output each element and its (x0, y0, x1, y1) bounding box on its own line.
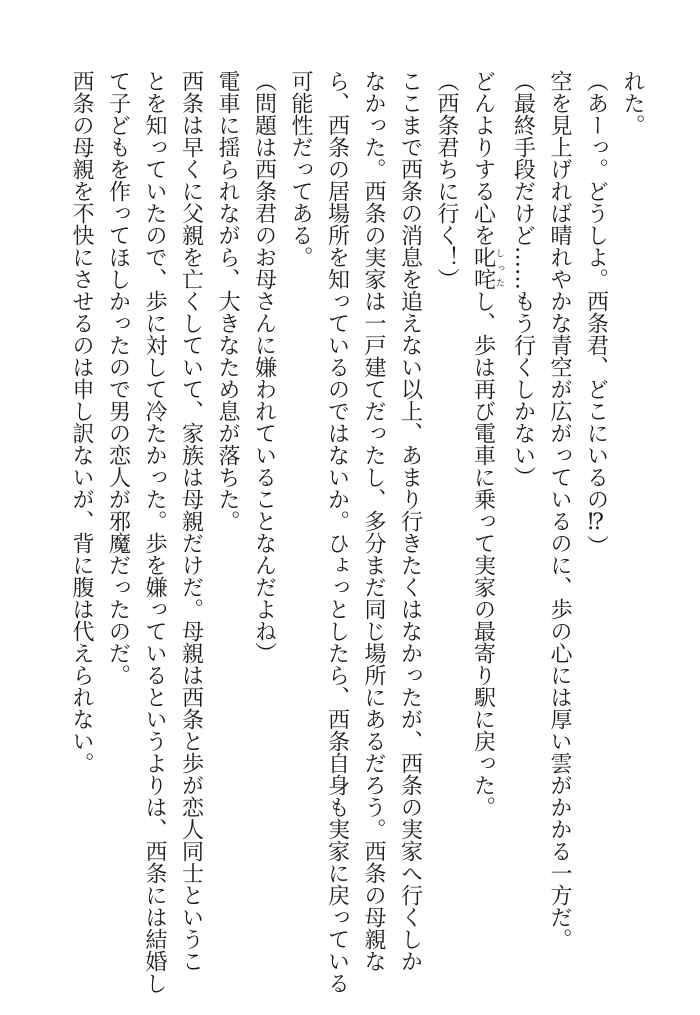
text-column-14: とを知っていたので、歩に対して冷たかった。歩を嫌っているというよりは、西条には結婚し (142, 70, 167, 994)
text-column-2: （あーっ。どうしよ。西条君、どこにいるの⁉） (583, 70, 609, 557)
vertical-text-body (63, 70, 651, 994)
ruby-base: 叱咤 (470, 246, 496, 290)
ruby-reading: しった (494, 246, 504, 290)
text-column-8: なかった。西条の実家は一戸建てだったし、多分まだ同じ場所にあるだろう。西条の母親な (361, 70, 386, 972)
text-column-10: 可能性だってある。 (288, 70, 313, 268)
text-column-11: （問題は西条君のお母さんに嫌われていることなんだよね） (251, 70, 277, 664)
text-column-16: 西条の母親を不快にさせるのは申し訳ないが、背に腹は代えられない。 (69, 70, 94, 774)
text-column-4: （最終手段だけど……もう行くしかない） (510, 70, 536, 488)
text-column-3: 空を見上げれば晴れやかな青空が広がっているのに、歩の心には厚い雲がかかる一方だ。 (547, 70, 572, 950)
text-column-5 (464, 70, 504, 950)
text-column-15: て子どもを作ってほしかったので男の恋人が邪魔だったのだ。 (105, 70, 131, 686)
text-column-7: ここまで西条の消息を追えない以上、あまり行きたくはなかったが、西条の実家へ行くしか (397, 70, 423, 972)
text-column-5-end: し、歩は再び電車に乗って実家の最寄り駅に戻った。 (470, 290, 496, 818)
text-column-12: 電車に揺られながら、大きなため息が落ちた。 (215, 70, 240, 532)
text-column-9: ら、西条の居場所を知っているのではないか。ひょっとしたら、西条自身も実家に戻っている (324, 70, 350, 994)
text-column-1: れた。 (620, 70, 645, 136)
text-column-5-start: どんよりする心を (470, 70, 496, 246)
ruby-word (470, 246, 504, 290)
text-column-6: （西条君ちに行く！） (434, 70, 459, 290)
text-column-13: 西条は早くに父親を亡くしていて、家族は母親だけだ。母親は西条と歩が恋人同士というこ (178, 70, 204, 972)
